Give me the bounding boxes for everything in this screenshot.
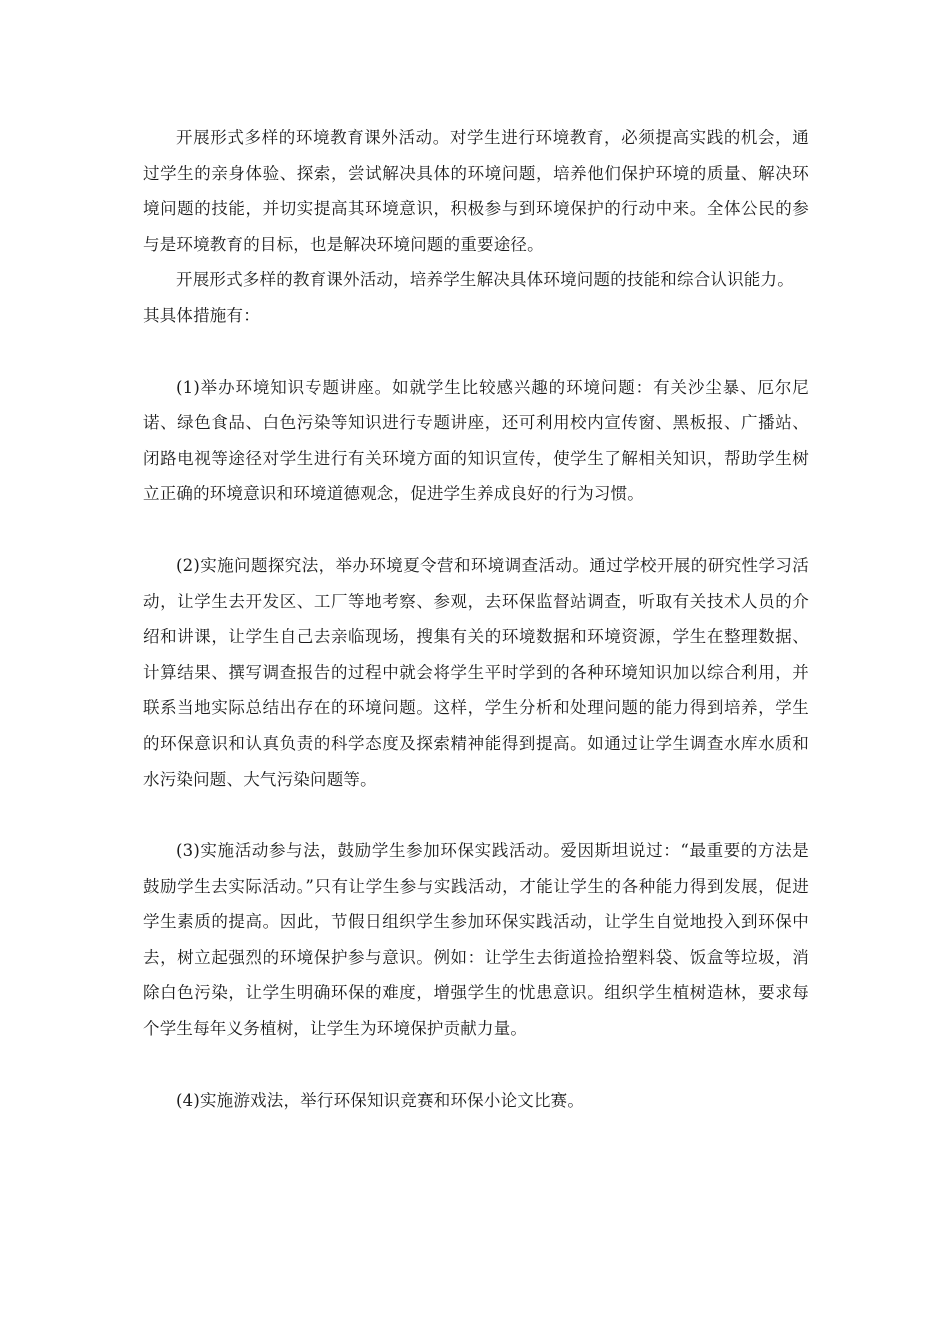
paragraph-spacer	[143, 797, 809, 833]
paragraph-measure-3: (3)实施活动参与法，鼓励学生参加环保实践活动。爱因斯坦说过：“最重要的方法是鼓励学生去实际活动。”只有让学生参与实践活动，才能让学生的各种能力得到发展，促进学生素质的提高。因此，节假日组织学生参加环保实践活动，让学生自觉地投入到环保中去，树立起强烈的环境保护参与意识。例如：让学生去街道捡拾塑料袋、饭盒等垃圾，消除白色污染，让学生明确环保的难度，增强学生的忧患意识。组织学生植树造林，要求每个学生每年义务植树，让学生为环境保护贡献力量。	[143, 841, 809, 1039]
paragraph-spacer	[143, 512, 809, 548]
paragraph-activities: 开展形式多样的教育课外活动，培养学生解决具体环境问题的技能和综合认识能力。	[176, 270, 794, 290]
paragraph-measure-2: (2)实施问题探究法，举办环境夏令营和环境调查活动。通过学校开展的研究性学习活动，让学生去开发区、工厂等地考察、参观，去环保监督站调查，听取有关技术人员的介绍和讲课，让学生自己去亲临现场，搜集有关的环境数据和环境资源，学生在整理数据、计算结果、撰写调查报告的过程中就会将学生平时学到的各种环境知识加以综合利用，并联系当地实际总结出存在的环境问题。这样，学生分析和处理问题的能力得到培养，学生的环保意识和认真负责的科学态度及探索精神能得到提高。如通过让学生调查水库水质和水污染问题、大气污染问题等。	[143, 555, 809, 789]
paragraph-measures-heading: 其具体措施有：	[143, 305, 260, 325]
paragraph-spacer	[143, 1047, 809, 1083]
document-body	[143, 120, 809, 1118]
paragraph-measure-1: (1)举办环境知识专题讲座。如就学生比较感兴趣的环境问题：有关沙尘暴、厄尔尼诺、绿色食品、白色污染等知识进行专题讲座，还可利用校内宣传窗、黑板报、广播站、闭路电视等途径对学生进行有关环境方面的知识宣传，使学生了解相关知识，帮助学生树立正确的环境意识和环境道德观念，促进学生养成良好的行为习惯。	[143, 377, 809, 504]
paragraph-spacer	[143, 334, 809, 370]
paragraph-measure-4: (4)实施游戏法，举行环保知识竞赛和环保小论文比赛。	[176, 1090, 585, 1110]
paragraph-intro: 开展形式多样的环境教育课外活动。对学生进行环境教育，必须提高实践的机会，通过学生的亲身体验、探索，尝试解决具体的环境问题，培养他们保护环境的质量、解决环境问题的技能，并切实提高其环境意识，积极参与到环境保护的行动中来。全体公民的参与是环境教育的目标，也是解决环境问题的重要途径。	[143, 128, 809, 254]
